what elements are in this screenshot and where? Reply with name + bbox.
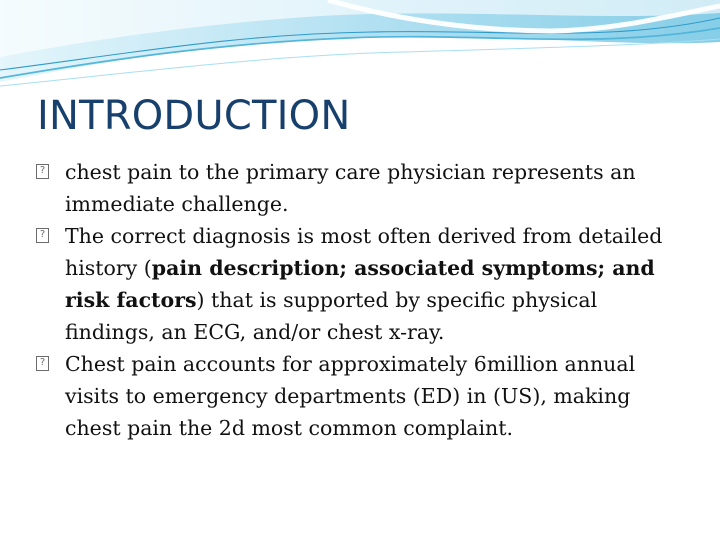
bullet-item-chest-pain-challenge [36,156,686,220]
decorative-wave-banner [0,0,720,90]
bullet-text-bold: pain description; associated symptoms; and risk factors [65,256,655,312]
bullet-list [36,156,686,444]
page-title: INTRODUCTION [37,93,351,139]
missing-glyph-icon: ? [36,164,49,179]
bullet-item-correct-diagnosis [36,220,686,348]
bullet-item-ed-visits [36,348,686,444]
bullet-text: Chest pain accounts for approximately 6million annual visits to emergency departments (ED) in (US), making chest pain the 2d most common complaint. [65,352,636,440]
bullet-text-prefix: The correct diagnosis is most often derived from detailed history ( [65,224,663,280]
bullet-text-suffix: ) that is supported by specific physical findings, an ECG, and/or chest x-ray. [65,288,598,344]
bullet-text: chest pain to the primary care physician represents an immediate challenge. [65,160,636,216]
missing-glyph-icon: ? [36,356,49,371]
missing-glyph-icon: ? [36,228,49,243]
